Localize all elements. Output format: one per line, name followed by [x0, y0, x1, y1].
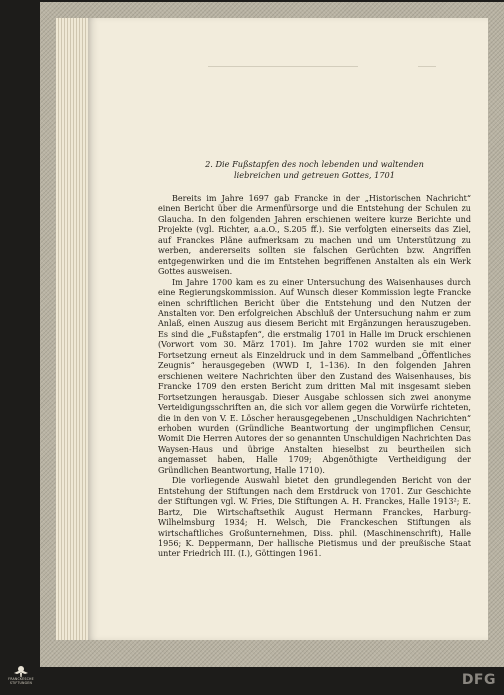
paragraph-1: Bereits im Jahre 1697 gab Francke in der „Historischen Nachricht“ einen Bericht über die Armenfürsorge und die Entstehung der Schulen zu Glaucha. In den folgenden Jahren erschienen weitere kurze Berichte und Projekte (vgl. Richter, a.a.O., S.205 ff.). Sie verfolgten einerseits das Ziel, auf Franckes Pläne aufmerksam zu machen und um Unterstützung zu werben, andererseits sollten sie falschen Gerüchten bzw. Angriffen entgegenwirken und die im Entstehen begriffenen Anstalten als ein Werk Gottes ausweisen. — [158, 194, 471, 277]
paragraph-2: Im Jahre 1700 kam es zu einer Untersuchung des Waisenhauses durch eine Regierungskommission. Auf Wunsch dieser Kommission legte Francke einen schriftlichen Bericht über die Entstehung und den Nutzen der Anstalten vor. Den erfolgreichen Abschluß der Untersuchung nahm er zum Anlaß, einen Auszug aus diesem Bericht mit Ergänzungen herauszugeben. Es sind die „Fußstapfen“, die erstmalig 1701 in Halle im Druck erschienen (Vorwort vom 30. März 1701). Im Jahre 1702 wurden sie mit einer Fortsetzung erneut als Einzeldruck und in dem Sammelband „Öffentliches Zeugnis“ herausgegeben (WWD I, 1–136). In den folgenden Jahren erschienen weitere Nachrichten über den Zustand des Waisenhauses, bis Francke 1709 den ersten Bericht zum dritten Mal mit insgesamt sieben Fortsetzungen herausgab. Dieser Ausgabe schlossen sich zwei anonyme Verteidigungsschriften an, die sich vor allem gegen die Vorwürfe richteten, die in den von V. E. Löscher herausgegebenen „Unschuldigen Nachrichten“ erhoben wurden (Gründliche Beantwortung der ungimpflichen Censur, Womit Die Herren Autores der so genannten Unschuldigen Nachrichten Das Waysen-Haus und übrige Anstalten hieselbst zu beurtheilen sich angemasset haben, Halle 1709; Abgenöthigte Vertheidigung der Gründlichen Beantwortung, Halle 1710). — [158, 277, 471, 475]
page-edges — [56, 18, 92, 640]
section-heading — [158, 159, 471, 181]
faint-running-head — [88, 66, 488, 74]
logo-caption-line-1: FRANCKESCHE — [8, 677, 34, 681]
paragraph-3: Die vorliegende Auswahl bietet den grundlegenden Bericht von der Entstehung der Stiftungen nach dem Erstdruck von 1701. Zur Geschichte der Stiftungen vgl. W. Fries, Die Stiftungen A. H. Franckes, Halle 1913²; E. Bartz, Die Wirtschaftsethik August Hermann Franckes, Harburg-Wilhelmsburg 1934; H. Welsch, Die Franckeschen Stiftungen als wirtschaftliches Großunternehmen, Diss. phil. (Maschinenschrift), Halle 1956; K. Deppermann, Der hallische Pietismus und der preußische Staat unter Friedrich III. (I.), Göttingen 1961. — [158, 476, 471, 559]
eagle-sun-logo-icon — [13, 664, 29, 678]
book-page — [88, 18, 488, 640]
text-block — [158, 159, 471, 560]
section-heading-line-1: 2. Die Fußstapfen des noch lebenden und waltenden — [205, 159, 424, 169]
dfg-logo: DFG — [461, 672, 496, 688]
section-heading-line-2: liebreichen und getreuen Gottes, 1701 — [234, 170, 395, 180]
franckesche-stiftungen-logo — [6, 664, 36, 690]
logo-caption-line-2: STIFTUNGEN — [9, 680, 33, 685]
